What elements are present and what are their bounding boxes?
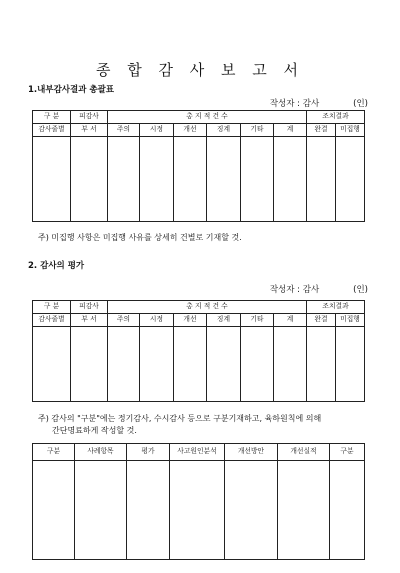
table-cell[interactable] <box>241 137 274 222</box>
header-action-result: 조치결과 <box>307 301 365 314</box>
summary-table <box>32 110 365 222</box>
author-label: 작성자 : 감사 <box>269 285 320 295</box>
table-cell[interactable] <box>330 461 365 560</box>
table-cell[interactable] <box>33 327 71 402</box>
case-analysis-table <box>32 443 365 560</box>
header-correction: 시정 <box>140 124 174 137</box>
table-cell[interactable] <box>274 137 307 222</box>
header-dept-top: 피감사 <box>71 111 108 124</box>
seal-mark: (인) <box>353 99 368 109</box>
header-dept-bottom: 부 서 <box>71 314 108 327</box>
header-unexecuted: 미집행 <box>336 314 365 327</box>
header-category-top: 구 분 <box>33 301 71 314</box>
header-category-bottom: 감사줄별 <box>33 124 71 137</box>
table-cell[interactable] <box>140 137 174 222</box>
section1-heading: 1.내부감사결과 총괄표 <box>28 85 115 95</box>
table-cell[interactable] <box>108 137 140 222</box>
header-unexecuted: 미집행 <box>336 124 365 137</box>
table-row <box>33 327 365 402</box>
evaluation-table <box>32 300 365 402</box>
header-dept-bottom: 부 서 <box>71 124 108 137</box>
header-correction: 시정 <box>140 314 174 327</box>
table-row <box>33 461 365 560</box>
header-improvement-plan: 개선방안 <box>225 444 278 461</box>
header-completed: 완결 <box>307 124 336 137</box>
table-cell[interactable] <box>127 461 170 560</box>
header-completed: 완결 <box>307 314 336 327</box>
table-cell[interactable] <box>278 461 330 560</box>
header-category: 구분 <box>33 444 75 461</box>
table-cell[interactable] <box>307 327 336 402</box>
table-row <box>33 137 365 222</box>
table-cell[interactable] <box>174 327 207 402</box>
header-improvement-results: 개선실적 <box>278 444 330 461</box>
header-evaluation: 평가 <box>127 444 170 461</box>
section2-note-line1: 주) 감사의 "구분"에는 정기감사, 수시감사 등으로 구분기재하고, 육하원칙에 의해 <box>38 414 322 423</box>
section2-note-line2: 간단명료하게 작성할 것. <box>52 426 137 435</box>
table-cell[interactable] <box>71 327 108 402</box>
table-cell[interactable] <box>274 327 307 402</box>
header-total-findings: 총 지 적 건 수 <box>108 111 307 124</box>
header-total-findings: 총 지 적 건 수 <box>108 301 307 314</box>
table-cell[interactable] <box>174 137 207 222</box>
header-other: 기타 <box>241 314 274 327</box>
table-cell[interactable] <box>207 137 241 222</box>
table-cell[interactable] <box>307 137 336 222</box>
header-caution: 주의 <box>108 314 140 327</box>
section2-heading: 2. 감사의 평가 <box>28 261 85 271</box>
header-category-top: 구 분 <box>33 111 71 124</box>
header-case-item: 사례항목 <box>75 444 127 461</box>
header-improvement: 개선 <box>174 314 207 327</box>
header-caution: 주의 <box>108 124 140 137</box>
table-cell[interactable] <box>33 461 75 560</box>
header-sum: 계 <box>274 314 307 327</box>
table-cell[interactable] <box>241 327 274 402</box>
header-sum: 계 <box>274 124 307 137</box>
table-cell[interactable] <box>108 327 140 402</box>
header-category-right: 구분 <box>330 444 365 461</box>
table-cell[interactable] <box>207 327 241 402</box>
table-cell[interactable] <box>75 461 127 560</box>
table-cell[interactable] <box>336 137 365 222</box>
table-cell[interactable] <box>336 327 365 402</box>
header-dept-top: 피감사 <box>71 301 108 314</box>
header-improvement: 개선 <box>174 124 207 137</box>
header-other: 기타 <box>241 124 274 137</box>
table-cell[interactable] <box>33 137 71 222</box>
table-cell[interactable] <box>170 461 225 560</box>
section2-note <box>38 413 372 437</box>
table-cell[interactable] <box>140 327 174 402</box>
header-discipline: 징계 <box>207 124 241 137</box>
section1-author <box>270 97 368 109</box>
author-label: 작성자 : 감사 <box>269 99 320 109</box>
header-category-bottom: 감사줄별 <box>33 314 71 327</box>
header-cause-analysis: 사고원인분석 <box>170 444 225 461</box>
header-action-result: 조치결과 <box>307 111 365 124</box>
table-cell[interactable] <box>225 461 278 560</box>
section1-note: 주) 미집행 사항은 미집행 사유를 상세히 건별로 기재할 것. <box>38 233 242 242</box>
seal-mark: (인) <box>353 285 368 295</box>
header-discipline: 징계 <box>207 314 241 327</box>
section2-author <box>270 283 368 295</box>
report-title: 종 합 감 사 보 고 서 <box>95 61 305 79</box>
table-cell[interactable] <box>71 137 108 222</box>
